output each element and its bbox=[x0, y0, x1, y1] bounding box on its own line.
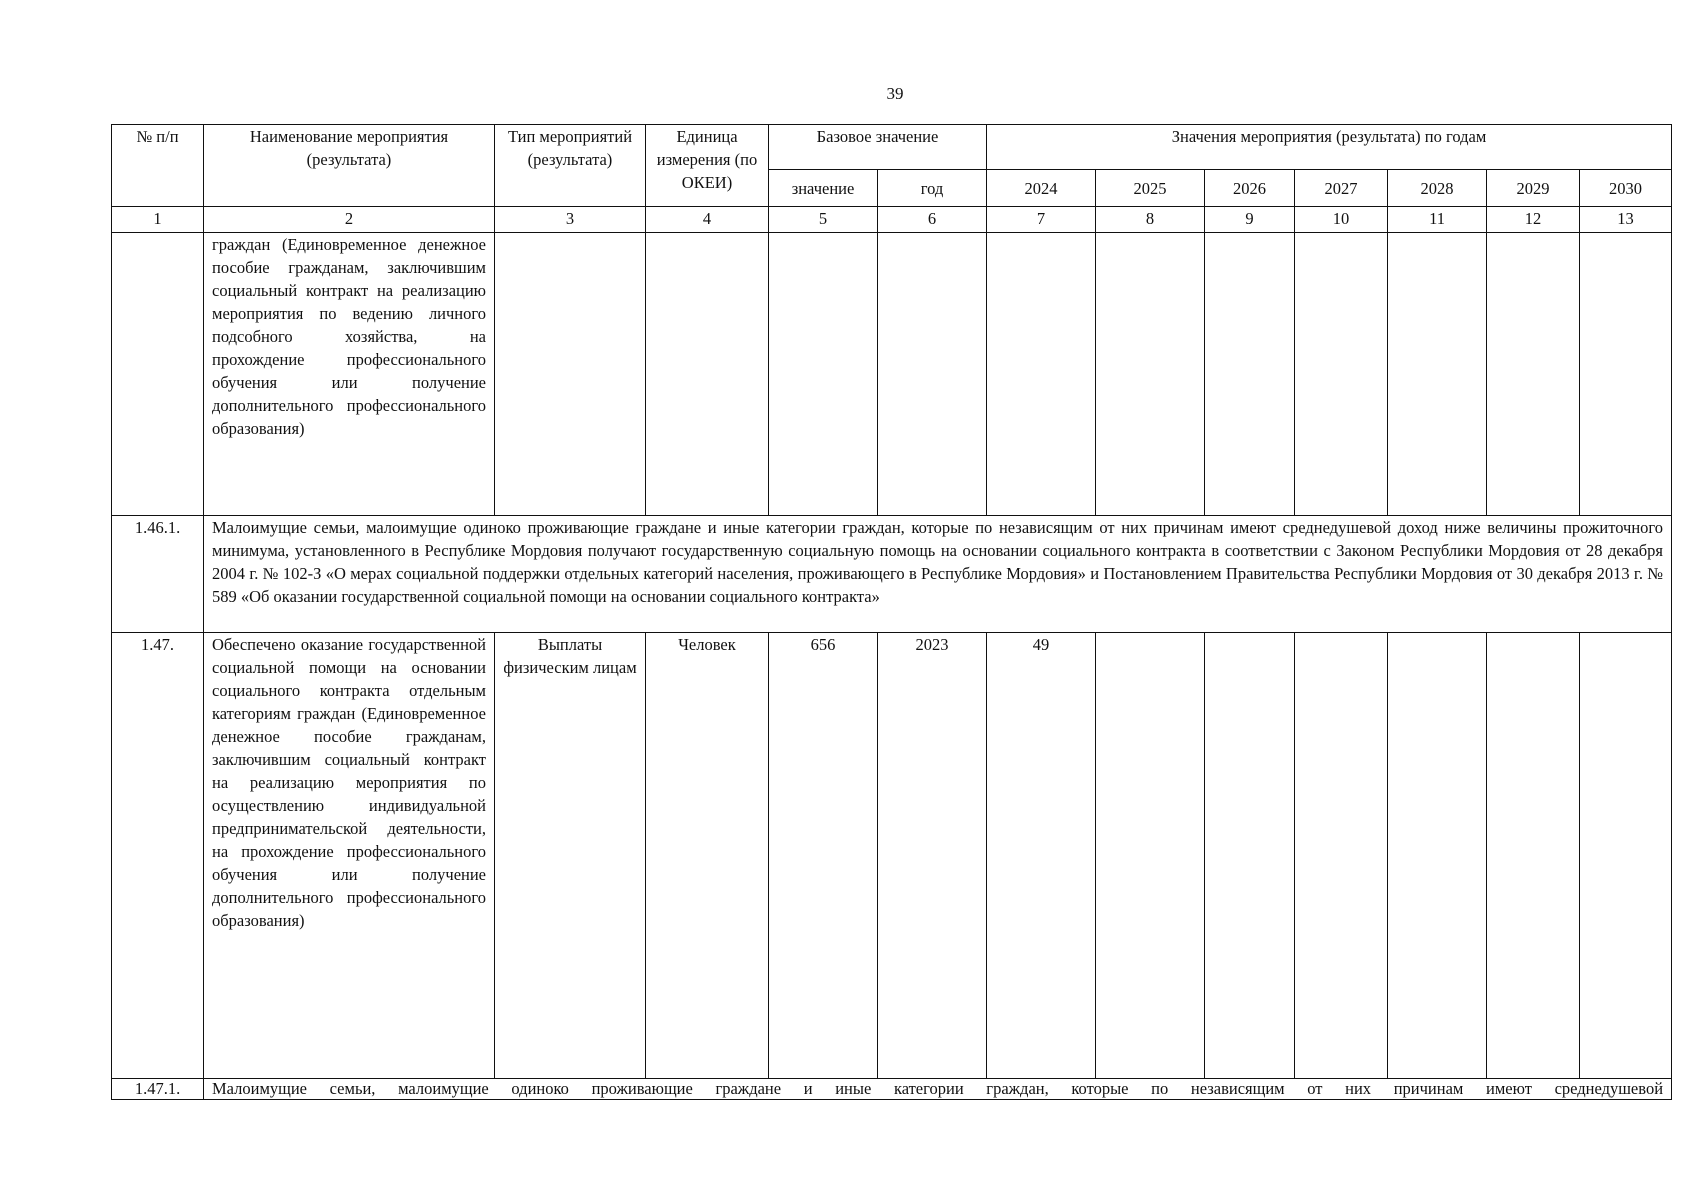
empty-cell bbox=[878, 233, 987, 516]
value-2025 bbox=[1096, 633, 1205, 1079]
empty-cell bbox=[1096, 233, 1205, 516]
column-number: 7 bbox=[987, 207, 1096, 233]
column-number: 3 bbox=[495, 207, 646, 233]
column-number: 6 bbox=[878, 207, 987, 233]
value-2029 bbox=[1487, 633, 1580, 1079]
header-num: № п/п bbox=[112, 125, 204, 207]
measures-table bbox=[111, 124, 1672, 1100]
table-row-1-46-1 bbox=[112, 516, 1672, 633]
column-number: 10 bbox=[1295, 207, 1388, 233]
measure-name: Обеспечено оказание государственной социальной помощи на основании социального контракта отдельным категориям граждан (Единовременное денежное пособие гражданам, заключившим социальный контракт на реализацию мероприятия по осуществлению индивидуальной предпринимательской деятельности, на прохождение профессионального обучения или получение дополнительного профессионального образования) bbox=[204, 633, 495, 1079]
value-2027 bbox=[1295, 633, 1388, 1079]
page-number: 39 bbox=[886, 84, 904, 103]
header-unit: Единица измерения (по ОКЕИ) bbox=[646, 125, 769, 207]
column-number: 5 bbox=[769, 207, 878, 233]
table-row-continuation bbox=[112, 233, 1672, 516]
column-number: 12 bbox=[1487, 207, 1580, 233]
header-year-2028: 2028 bbox=[1388, 170, 1487, 207]
empty-cell bbox=[1388, 233, 1487, 516]
table-row-1-47-1 bbox=[112, 1079, 1672, 1100]
task-description: Малоимущие семьи, малоимущие одиноко проживающие граждане и иные категории граждан, которые по независящим от них причинам имеют среднедушевой доход ниже величины прожиточного минимума, установленного в Республике Мордовия получают государственную социальную помощь на основании социального контракта в соответствии с Законом Республики Мордовия от 28 декабря 2004 г. № 102-З «О мерах социальной поддержки отдельных категорий населения, проживающего в Республике Мордовия» и Постановлением Правительства Республики Мордовия от 30 декабря 2013 г. № 589 «Об оказании государственной социальной помощи на основании социального контракта» bbox=[204, 516, 1672, 633]
row-number: 1.47. bbox=[112, 633, 204, 1079]
column-number: 9 bbox=[1205, 207, 1295, 233]
value-2024: 49 bbox=[987, 633, 1096, 1079]
empty-cell bbox=[1580, 233, 1672, 516]
header-row-1 bbox=[112, 125, 1672, 170]
header-year-2026: 2026 bbox=[1205, 170, 1295, 207]
empty-cell bbox=[1205, 233, 1295, 516]
table-row-1-47 bbox=[112, 633, 1672, 1079]
header-year-2027: 2027 bbox=[1295, 170, 1388, 207]
header-years: Значения мероприятия (результата) по годам bbox=[987, 125, 1672, 170]
task-description: Малоимущие семьи, малоимущие одиноко проживающие граждане и иные категории граждан, которые по независящим от них причинам имеют среднедушевой bbox=[204, 1079, 1672, 1100]
empty-cell bbox=[1295, 233, 1388, 516]
empty-cell bbox=[495, 233, 646, 516]
header-name: Наименование мероприятия (результата) bbox=[204, 125, 495, 207]
value-2030 bbox=[1580, 633, 1672, 1079]
row-number: 1.46.1. bbox=[112, 516, 204, 633]
header-base-year: год bbox=[878, 170, 987, 207]
header-year-2025: 2025 bbox=[1096, 170, 1205, 207]
empty-cell bbox=[1487, 233, 1580, 516]
column-number: 1 bbox=[112, 207, 204, 233]
empty-cell bbox=[646, 233, 769, 516]
base-value: 656 bbox=[769, 633, 878, 1079]
measure-unit: Человек bbox=[646, 633, 769, 1079]
column-number: 2 bbox=[204, 207, 495, 233]
column-number: 4 bbox=[646, 207, 769, 233]
header-year-2024: 2024 bbox=[987, 170, 1096, 207]
row-number: 1.47.1. bbox=[112, 1079, 204, 1100]
row-num-empty bbox=[112, 233, 204, 516]
empty-cell bbox=[769, 233, 878, 516]
value-2028 bbox=[1388, 633, 1487, 1079]
header-base-value: значение bbox=[769, 170, 878, 207]
column-number: 8 bbox=[1096, 207, 1205, 233]
header-base: Базовое значение bbox=[769, 125, 987, 170]
header-year-2030: 2030 bbox=[1580, 170, 1672, 207]
column-number: 13 bbox=[1580, 207, 1672, 233]
value-2026 bbox=[1205, 633, 1295, 1079]
header-year-2029: 2029 bbox=[1487, 170, 1580, 207]
measure-type: Выплаты физическим лицам bbox=[495, 633, 646, 1079]
empty-cell bbox=[987, 233, 1096, 516]
base-year: 2023 bbox=[878, 633, 987, 1079]
column-number: 11 bbox=[1388, 207, 1487, 233]
header-type: Тип мероприятий (результата) bbox=[495, 125, 646, 207]
column-number-row bbox=[112, 207, 1672, 233]
measure-name-continued: граждан (Единовременное денежное пособие гражданам, заключившим социальный контракт на реализацию мероприятия по ведению личного подсобного хозяйства, на прохождение профессионального обучения или получение дополнительного профессионального образования) bbox=[204, 233, 495, 516]
